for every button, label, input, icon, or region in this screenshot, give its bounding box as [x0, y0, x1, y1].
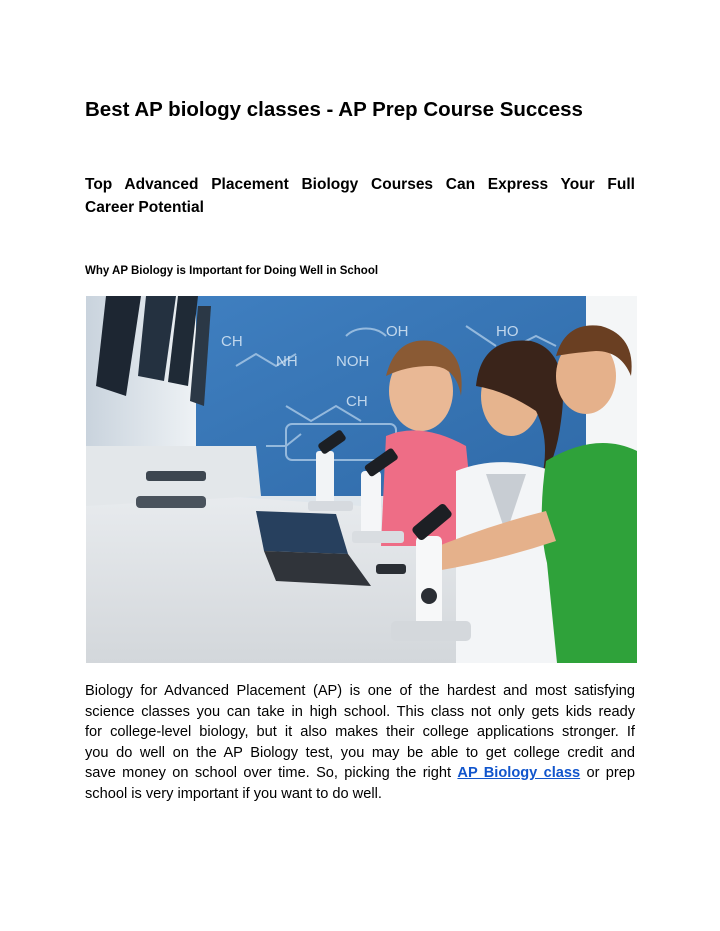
ap-biology-class-link[interactable]: AP Biology class	[457, 765, 581, 781]
paragraph-line: for college-level biology, but it also makes their college applications stronger. If	[85, 724, 635, 740]
paragraph-line: you do well on the AP Biology test, you may be able to get college credit and	[85, 744, 635, 761]
paragraph-line: Biology for Advanced Placement (AP) is one of the hardest and most satisfying	[85, 683, 635, 699]
page-title: Best AP biology classes - AP Prep Course Success	[85, 98, 583, 121]
paragraph-text: or prep	[580, 765, 635, 781]
paragraph-line: science classes you can take in high school. This class not only gets kids ready	[85, 703, 635, 720]
body-paragraph	[85, 681, 635, 804]
svg-text:HO: HO	[496, 323, 519, 340]
svg-text:NH: NH	[276, 353, 298, 370]
svg-text:CH: CH	[221, 333, 243, 350]
page-subtitle	[85, 173, 635, 219]
classroom-microscope-photo	[86, 296, 637, 663]
section-heading: Why AP Biology is Important for Doing Well in School	[85, 265, 379, 277]
subtitle-line-2: Career Potential	[85, 199, 204, 216]
paragraph-text: save money on school over time. So, picking the right	[85, 765, 458, 781]
svg-text:NOH: NOH	[336, 353, 370, 370]
svg-text:OH: OH	[386, 323, 409, 340]
subtitle-line-1: Top Advanced Placement Biology Courses Can Express Your Full	[85, 176, 635, 193]
paragraph-line: school is very important if you want to do well.	[85, 785, 382, 802]
paragraph-line	[85, 763, 635, 784]
svg-text:CH: CH	[346, 393, 368, 410]
